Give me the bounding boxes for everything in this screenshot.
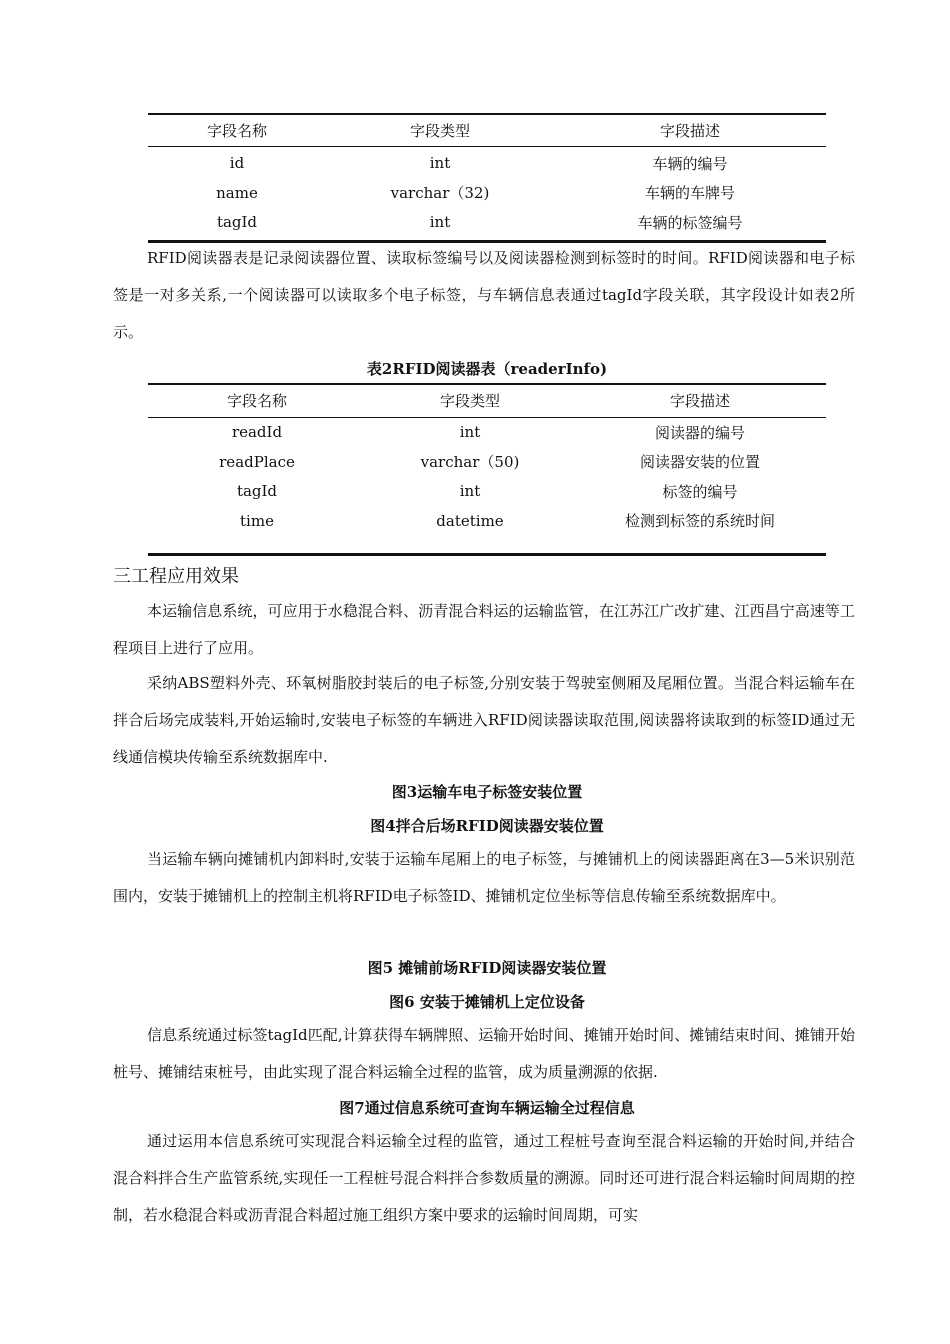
paragraph-reader-table-intro: RFID阅读器表是记录阅读器位置、读取标签编号以及阅读器检测到标签时的时间。RFID阅读器和电子标签是一对多关系,一个阅读器可以读取多个电子标签，与车辆信息表通过tagId字段关联，其字段设计如表2所示。 bbox=[113, 249, 855, 341]
table-row bbox=[148, 447, 826, 477]
cell: 阅读器的编号 bbox=[654, 423, 745, 442]
cell: varchar（50) bbox=[420, 453, 520, 472]
header-field-type: 字段类型 bbox=[326, 114, 554, 146]
paragraph-paver-reading: 当运输车辆向摊铺机内卸料时,安装于运输车尾厢上的电子标签，与摊铺机上的阅读器距离在3—5米识别范围内，安装于摊铺机上的控制主机将RFID电子标签ID、摊铺机定位坐标等信息传输至系统数据库中。 bbox=[113, 850, 855, 905]
table-row bbox=[148, 146, 826, 178]
cell: datetime bbox=[366, 506, 574, 554]
header-field-name: 字段名称 bbox=[148, 114, 326, 146]
header-field-type: 字段类型 bbox=[366, 384, 574, 417]
table-row bbox=[148, 417, 826, 447]
table2-caption: 表2RFID阅读器表（readerInfo) bbox=[366, 360, 608, 378]
figure5-caption: 图5 摊铺前场RFID阅读器安装位置 bbox=[367, 959, 607, 977]
cell: name bbox=[216, 183, 258, 202]
cell: 车辆的车牌号 bbox=[644, 184, 735, 203]
header-field-desc: 字段描述 bbox=[574, 384, 826, 417]
section-heading: 三工程应用效果 bbox=[113, 566, 239, 587]
cell: 标签的编号 bbox=[662, 482, 738, 501]
paragraph-tag-install: 采纳ABS塑料外壳、环氧树脂胶封装后的电子标签,分别安装于驾驶室侧厢及尾厢位置。当混合料运输车在拌合后场完成装料,开始运输时,安装电子标签的车辆进入RFID阅读器读取范围,阅读器将读取到的标签ID通过无线通信模块传输至系统数据库中. bbox=[113, 674, 855, 766]
paragraph-tag-matching: 信息系统通过标签tagId匹配,计算获得车辆牌照、运输开始时间、摊铺开始时间、摊铺结束时间、摊铺开始桩号、摊铺结束桩号，由此实现了混合料运输全过程的监管，成为质量溯源的依据. bbox=[113, 1026, 855, 1081]
cell: int bbox=[326, 208, 554, 242]
table-row bbox=[148, 178, 826, 208]
table-header-row bbox=[148, 384, 826, 417]
cell: 检测到标签的系统时间 bbox=[574, 506, 826, 554]
header-field-name: 字段名称 bbox=[148, 384, 366, 417]
cell: 阅读器安装的位置 bbox=[639, 453, 760, 472]
paragraph-supervision: 通过运用本信息系统可实现混合料运输全过程的监管，通过工程桩号查询至混合料运输的开始时间,并结合混合料拌合生产监管系统,实现任一工程桩号混合料拌合参数质量的溯源。同时还可进行混合料运输时间周期的控制，若水稳混合料或沥青混合料超过施工组织方案中要求的运输时间周期，可实 bbox=[113, 1132, 855, 1224]
header-field-desc: 字段描述 bbox=[554, 114, 826, 146]
figure7-caption: 图7通过信息系统可查询车辆运输全过程信息 bbox=[339, 1099, 635, 1117]
table-row bbox=[148, 477, 826, 507]
cell: tagId bbox=[236, 482, 278, 501]
reader-info-table bbox=[148, 383, 826, 556]
cell: tagId bbox=[148, 208, 326, 242]
cell: int bbox=[459, 482, 481, 501]
cell: 车辆的标签编号 bbox=[554, 208, 826, 242]
figure4-caption: 图4拌合后场RFID阅读器安装位置 bbox=[370, 817, 604, 835]
cell: int bbox=[429, 154, 451, 173]
figure3-caption: 图3运输车电子标签安装位置 bbox=[391, 783, 583, 801]
cell: readId bbox=[231, 423, 283, 442]
table-row bbox=[148, 506, 826, 554]
cell: time bbox=[148, 506, 366, 554]
cell: int bbox=[459, 423, 481, 442]
vehicle-info-table bbox=[148, 113, 826, 243]
figure6-caption: 图6 安装于摊铺机上定位设备 bbox=[389, 993, 585, 1011]
cell: id bbox=[229, 154, 245, 173]
table-row bbox=[148, 208, 826, 242]
cell: readPlace bbox=[219, 452, 295, 471]
cell: 车辆的编号 bbox=[652, 154, 728, 173]
cell: varchar（32) bbox=[390, 184, 490, 203]
paragraph-application: 本运输信息系统，可应用于水稳混合料、沥青混合料运的运输监管，在江苏江广改扩建、江西昌宁高速等工程项目上进行了应用。 bbox=[113, 602, 855, 657]
table-header-row bbox=[148, 114, 826, 146]
